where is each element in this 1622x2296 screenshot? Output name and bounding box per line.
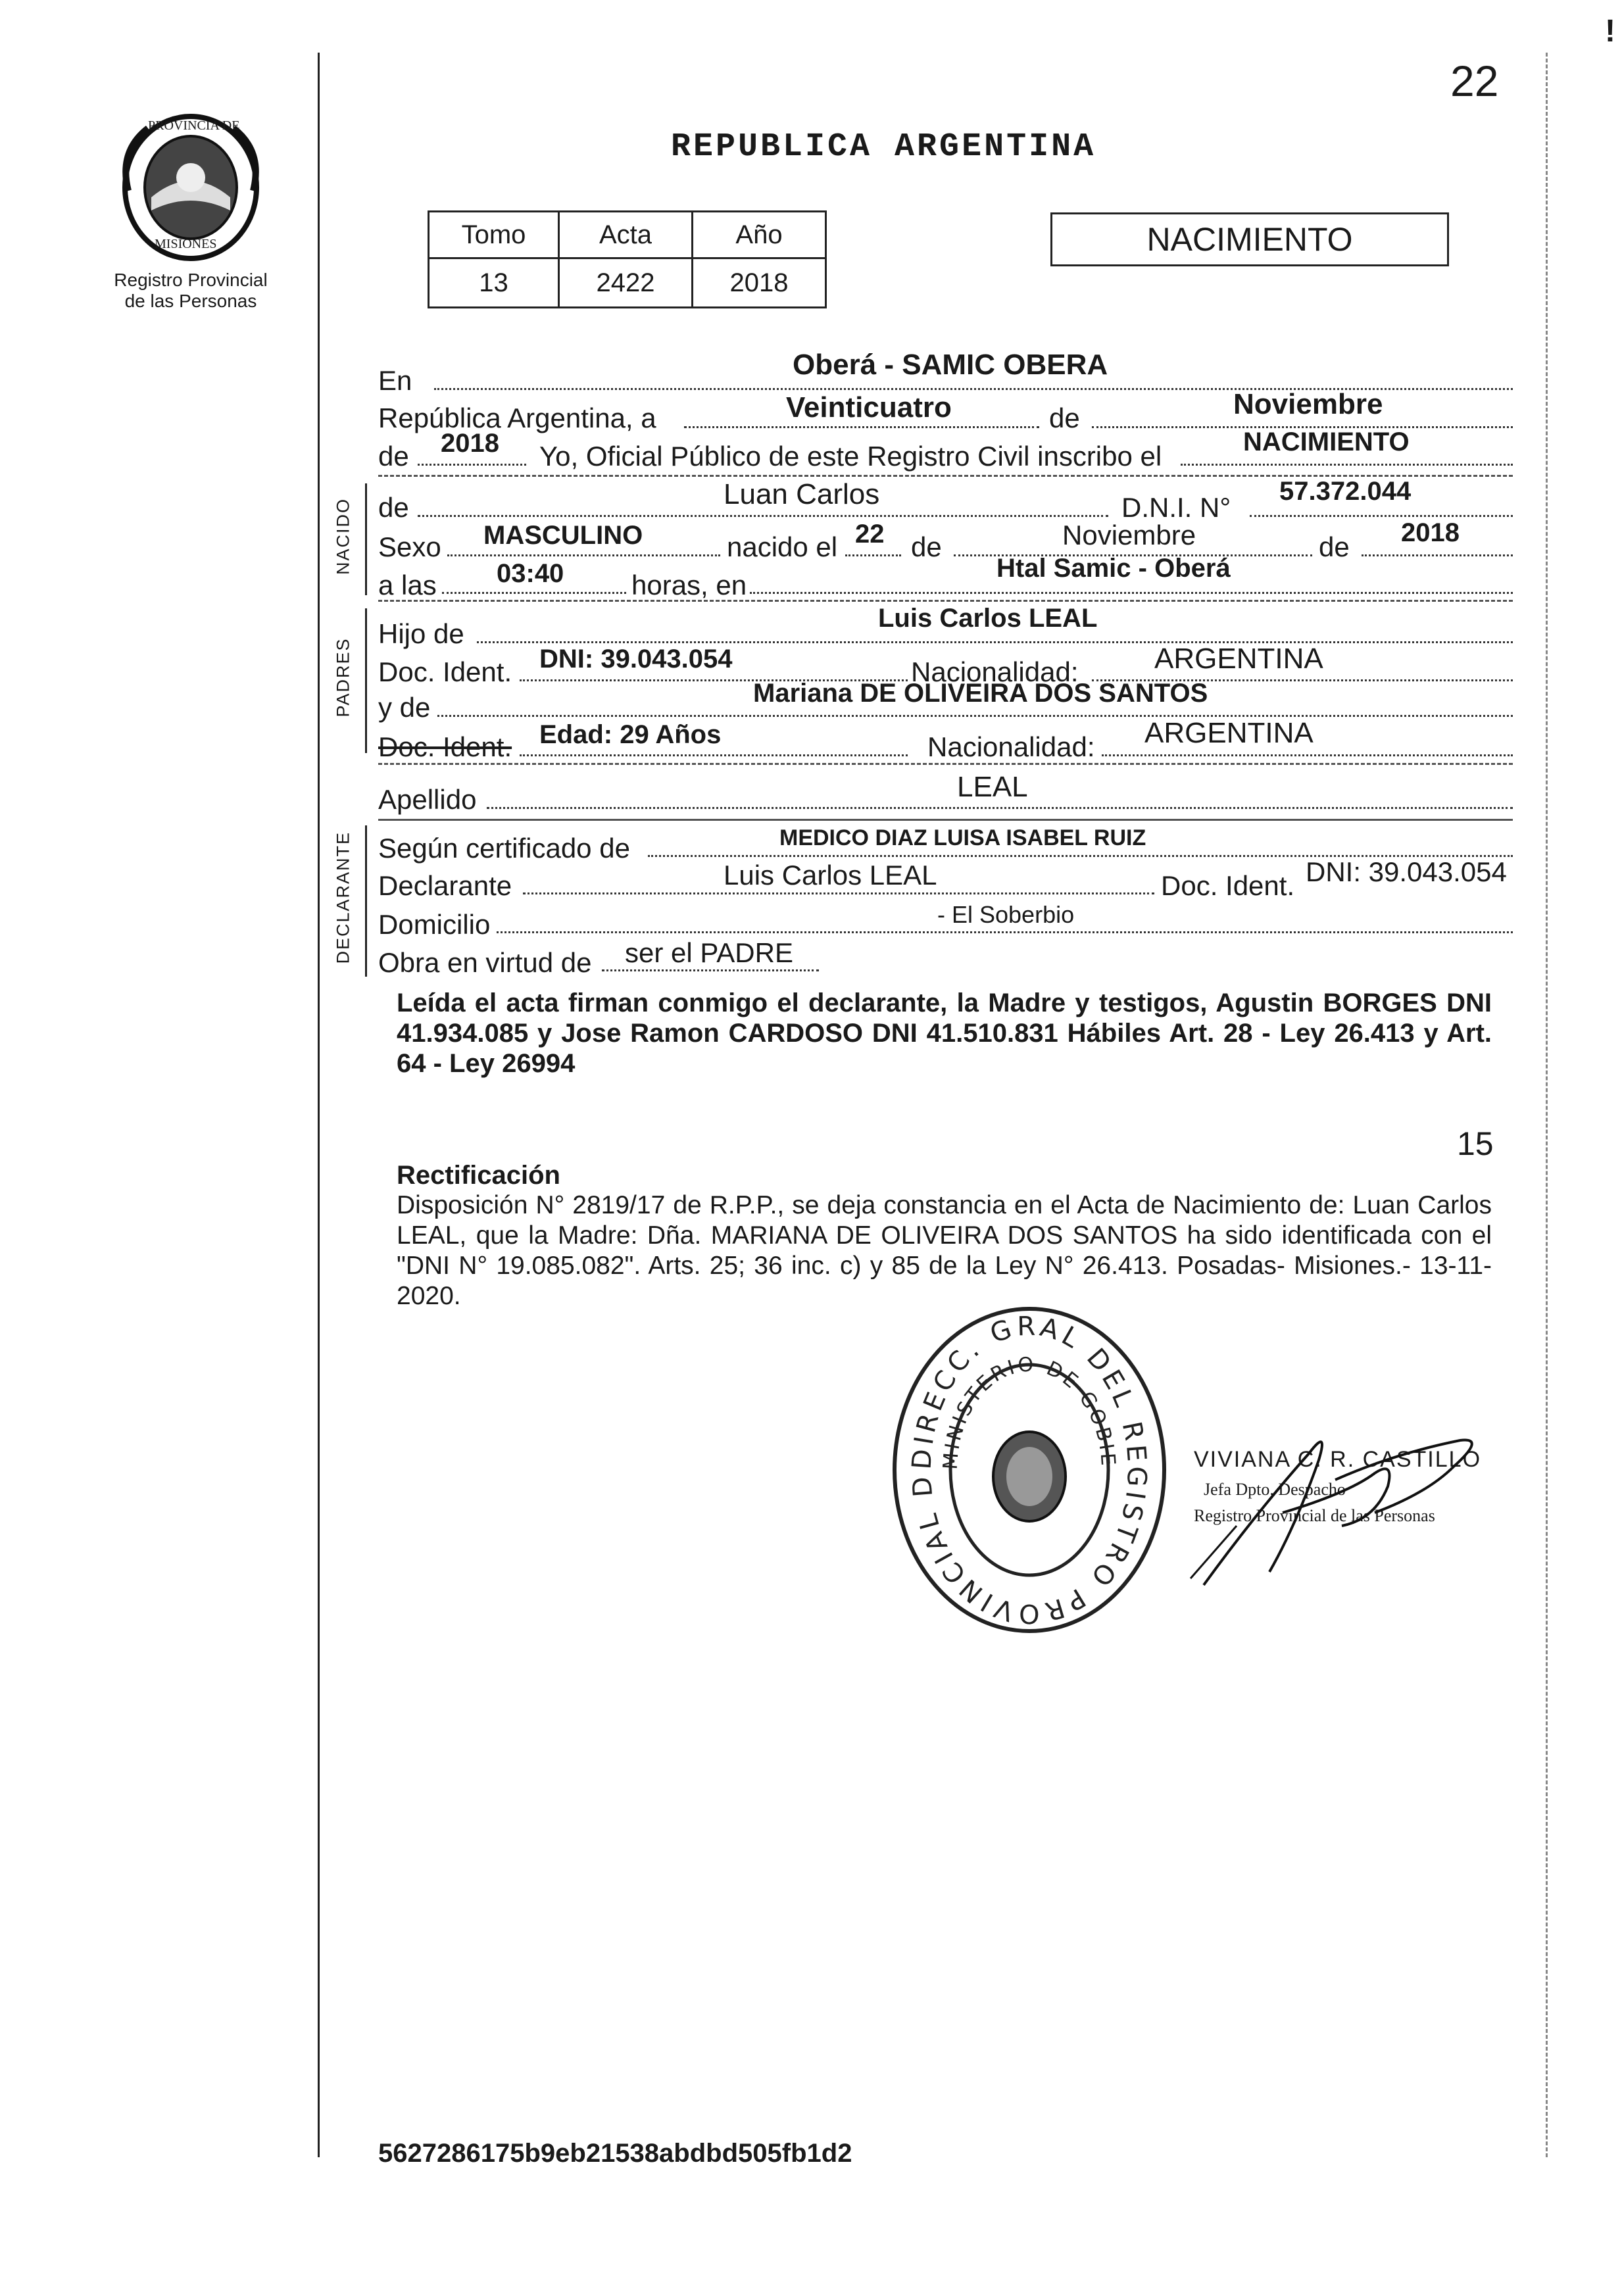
label-declarante: Declarante <box>378 870 512 901</box>
right-edge-line <box>1546 53 1548 2157</box>
label-dni: D.N.I. N° <box>1121 492 1231 523</box>
value-padre: Luis Carlos LEAL <box>878 604 1098 633</box>
line-dia-nac <box>845 554 901 556</box>
value-dia-nac: 22 <box>855 520 885 549</box>
label-obra: Obra en virtud de <box>378 947 592 978</box>
label-domicilio: Domicilio <box>378 909 491 940</box>
side-label-padres: PADRES <box>333 637 353 718</box>
page-number: 22 <box>1450 57 1499 105</box>
line-obra <box>602 969 819 971</box>
value-hora: 03:40 <box>497 559 564 588</box>
label-doc-ident: Doc. Ident. <box>378 656 512 687</box>
seal-inner-text: MINISTERIO DE GOBIE <box>939 1353 1120 1471</box>
closing-text: Leída el acta firman conmigo el declarante, la Madre y testigos, Agustin BORGES DNI 41.934.085 y Jose Ramon CARDOSO DNI 41.510.831 Hábiles Art. 28 - Ley 26.413 y Art. 64 - Ley 26994 <box>397 989 1492 1078</box>
label-y-de: y de <box>378 692 431 723</box>
nacido-bracket <box>365 483 367 595</box>
line-anio <box>418 464 526 466</box>
label-nacionalidad: Nacionalidad: <box>911 656 1079 687</box>
value-lugar: Oberá - SAMIC OBERA <box>793 349 1108 381</box>
label-oficial: Yo, Oficial Público de este Registro Civil inscribo el <box>539 441 1162 472</box>
logo-text-top: PROVINCIA DE <box>148 118 240 133</box>
label-nacido-el: nacido el <box>727 531 838 562</box>
label-segun: Según certificado de <box>378 833 630 864</box>
signature-name: VIVIANA C. R. CASTILLO <box>1194 1447 1482 1472</box>
seal-icon <box>885 1302 1174 1638</box>
line-madre-nac <box>1102 754 1513 756</box>
value-anio-nac: 2018 <box>1401 518 1460 547</box>
value-nombre: Luan Carlos <box>724 478 880 510</box>
label-en: En <box>378 365 412 396</box>
label-de-mes: de <box>1049 403 1080 433</box>
label-sexo: Sexo <box>378 531 441 562</box>
label-doc-ident-declarante: Doc. Ident. <box>1161 870 1295 901</box>
line-nombre <box>418 515 1108 517</box>
declarante-bracket <box>365 825 367 977</box>
margin-line <box>318 53 320 2157</box>
line-acto <box>1181 464 1513 466</box>
label-de-nombre: de <box>378 492 409 523</box>
divider-3 <box>378 763 1513 765</box>
line-dia <box>684 426 1039 428</box>
value-sexo: MASCULINO <box>483 521 643 550</box>
value-anio: 2018 <box>441 429 499 458</box>
value-padre-dni: DNI: 39.043.054 <box>539 645 733 673</box>
signature-role: Jefa Dpto. Despacho <box>1204 1480 1346 1499</box>
line-madre-edad <box>520 754 908 756</box>
value-certificado: MEDICO DIAZ LUISA ISABEL RUIZ <box>779 825 1146 850</box>
label-de-anio-nac: de <box>1319 531 1350 562</box>
rectification-number: 15 <box>1457 1125 1494 1162</box>
handwritten-signature <box>1177 1414 1506 1598</box>
value-acta: 2422 <box>559 258 693 308</box>
header-anio: Año <box>693 212 826 258</box>
value-obra: ser el PADRE <box>625 937 793 968</box>
value-dia-letras: Veinticuatro <box>786 391 952 424</box>
corner-mark: ! <box>1605 14 1615 49</box>
line-anio-nac <box>1362 554 1513 556</box>
line-declarante <box>523 892 1154 894</box>
label-apellido: Apellido <box>378 784 477 815</box>
side-label-declarante: DECLARANTE <box>333 831 353 964</box>
value-padre-nac: ARGENTINA <box>1154 643 1323 675</box>
value-lugar-nac: Htal Samic - Oberá <box>996 554 1231 583</box>
value-declarante: Luis Carlos LEAL <box>724 860 937 891</box>
value-domicilio: - El Soberbio <box>937 901 1075 928</box>
line-lugar-nac <box>750 592 1513 594</box>
line-domicilio <box>497 931 1513 933</box>
record-type-box <box>1050 212 1449 266</box>
value-mes: Noviembre <box>1233 388 1383 420</box>
logo-text-bottom: MISIONES <box>155 237 217 251</box>
value-madre: Mariana DE OLIVEIRA DOS SANTOS <box>753 679 1208 708</box>
line-sexo <box>447 554 720 556</box>
signature-scribble-icon <box>1177 1414 1506 1598</box>
divider-4 <box>378 819 1513 821</box>
signature-org: Registro Provincial de las Personas <box>1194 1506 1435 1525</box>
padres-bracket <box>365 608 367 753</box>
label-republica: República Argentina, a <box>378 403 656 433</box>
value-apellido: LEAL <box>957 771 1028 803</box>
value-tomo: 13 <box>429 258 559 308</box>
line-apellido <box>487 807 1513 809</box>
label-doc-ident-madre: Doc. Ident. <box>378 731 512 762</box>
value-dni: 57.372.044 <box>1279 477 1412 506</box>
header-tomo: Tomo <box>429 212 559 258</box>
label-nacionalidad-madre: Nacionalidad: <box>927 731 1095 762</box>
value-declarante-dni: DNI: 39.043.054 <box>1306 856 1507 887</box>
rectification-body: Disposición N° 2819/17 de R.P.P., se deja constancia en el Acta de Nacimiento de: Luan Carlos LEAL, que la Madre: Dña. MARIANA DE OLIVEIRA DOS SANTOS ha sido identificada con el "DNI N° 19.085.082". Arts. 25; 36 inc. c) y 85 de la Ley N° 26.413. Posadas- Misiones.- 13-11-2020. <box>397 1191 1492 1310</box>
line-padre <box>477 641 1513 643</box>
value-mes-nac: Noviembre <box>1062 520 1196 550</box>
label-horas-en: horas, en <box>631 570 747 600</box>
value-madre-nac: ARGENTINA <box>1144 717 1314 749</box>
registry-name-line2: de las Personas <box>124 291 257 311</box>
label-hijo-de: Hijo de <box>378 618 464 649</box>
label-a-las: a las <box>378 570 437 600</box>
label-de-anio: de <box>378 441 409 472</box>
registry-name-line1: Registro Provincial <box>114 270 268 290</box>
divider-2 <box>378 600 1513 602</box>
header-acta: Acta <box>559 212 693 258</box>
line-hora <box>442 592 626 594</box>
seal-outer-text: DIRECC. GRAL DEL REGISTRO PROVINCIAL D <box>906 1311 1152 1629</box>
official-seal <box>885 1302 1174 1638</box>
value-acto: NACIMIENTO <box>1243 427 1410 456</box>
label-de-mes-nac: de <box>911 531 942 562</box>
record-table <box>428 210 827 308</box>
rectification-heading: Rectificación <box>397 1161 560 1190</box>
value-anio: 2018 <box>693 258 826 308</box>
page-title: REPUBLICA ARGENTINA <box>671 128 1096 166</box>
line-dni <box>1250 515 1513 517</box>
record-type-label: NACIMIENTO <box>1146 221 1353 258</box>
value-madre-edad: Edad: 29 Años <box>539 720 722 749</box>
side-label-nacido: NACIDO <box>333 498 353 575</box>
line-madre <box>437 715 1513 717</box>
document-hash: 5627286175b9eb21538abdbd505fb1d2 <box>378 2139 852 2168</box>
